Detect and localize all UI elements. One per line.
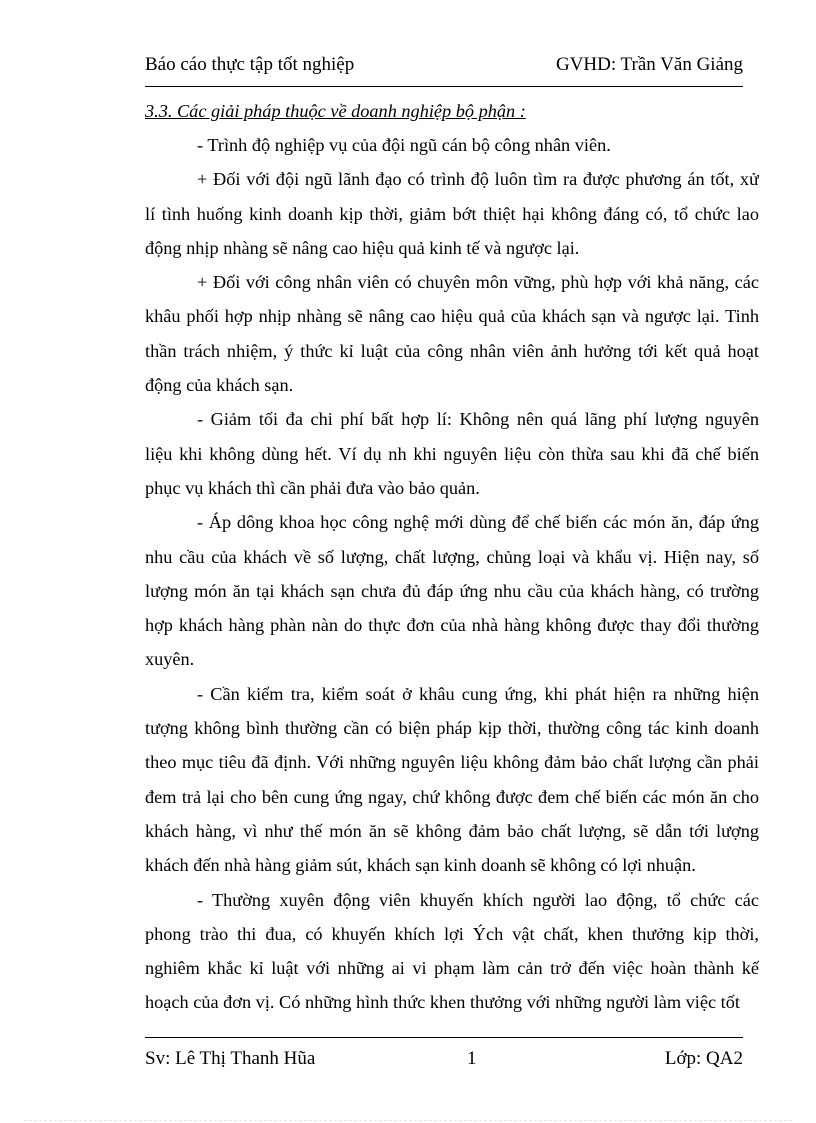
text-line: xuyên. [145,649,195,670]
text-line: động nhịp nhàng sẽ nâng cao hiệu quả kinh tế và ngược lại. [145,237,580,258]
paragraph [145,883,759,1020]
text-line: động của khách sạn. [145,375,294,396]
paragraph [145,128,759,162]
text-line: đem trả lại cho bên cung ứng ngay, chứ không được đem chế biến các món ăn cho [145,786,759,807]
text-line: tượng không bình thường cần có biện pháp kịp thời, thường công tác kinh doanh [145,718,759,739]
paragraph [145,677,759,883]
text-line: lí tình huống kinh doanh kịp thời, giảm bớt thiệt hại không đáng có, tổ chức lao [145,203,759,224]
text-line: theo mục tiêu đã định. Với những nguyên liệu không đảm bảo chất lượng cần phải [145,752,759,773]
header-divider [145,86,743,87]
document-body [145,94,759,1020]
text-line: nhu cầu của khách về số lượng, chất lượng, chủng loại và khẩu vị. Hiện nay, số [145,546,759,567]
text-line: hợp khách hàng phàn nàn do thực đơn của nhà hàng không được thay đổi thường [145,615,759,636]
text-line: hoạch của đơn vị. Có những hình thức khen thưởng với những người làm việc tốt [145,992,740,1013]
class-name: Lớp: QA2 [664,1048,743,1069]
page-break-line [24,1120,792,1121]
text-line: - Trình độ nghiệp vụ của đội ngũ cán bộ công nhân viên. [197,135,611,155]
text-line: - Thường xuyên động viên khuyến khích người lao động, tổ chức các [197,889,759,910]
text-line: - Cần kiểm tra, kiểm soát ở khâu cung ứng, khi phát hiện ra những hiện [197,683,759,704]
paragraph [145,402,759,505]
text-line: phong trào thi đua, có khuyến khích lợi Ých vật chất, khen thưởng kịp thời, [145,923,759,944]
text-line: phục vụ khách thì cần phải đưa vào bảo quản. [145,477,480,498]
paragraph [145,162,759,265]
page-number: 1 [467,1048,477,1069]
page-header [145,50,743,80]
paragraph [145,265,759,402]
text-line: liệu khi không dùng hết. Ví dụ nh khi nguyên liệu còn thừa sau khi đã chế biến [145,443,759,464]
paragraph [145,505,759,676]
text-line: khâu phối hợp nhịp nhàng sẽ nâng cao hiệu quả của khách sạn và ngược lại. Tinh [145,306,759,327]
text-line: khách hàng, vì như thế món ăn sẽ không đảm bảo chất lượng, sẽ dẫn tới lượng [145,820,759,841]
text-line: - Giảm tối đa chi phí bất hợp lí: Không nên quá lãng phí lượng nguyên [197,409,759,430]
text-line: + Đối với công nhân viên có chuyên môn vững, phù hợp với khả năng, các [197,272,759,293]
page-footer [145,1048,743,1078]
footer-divider [145,1037,743,1038]
text-line: nghiêm khắc kỉ luật với những ai vi phạm làm cản trở đến việc hoàn thành kế [145,958,759,979]
text-line: lượng món ăn tại khách sạn chưa đủ đáp ứng nhu cầu của khách hàng, có trường [145,580,759,601]
section-heading: 3.3. Các giải pháp thuộc về doanh nghiệp bộ phận : [145,101,526,121]
text-line: + Đối với đội ngũ lãnh đạo có trình độ luôn tìm ra được phương án tốt, xử [197,169,759,190]
student-name: Sv: Lê Thị Thanh Hũa [145,1048,316,1069]
report-title: Báo cáo thực tập tốt nghiệp [145,54,355,75]
text-line: thần trách nhiệm, ý thức kỉ luật của công nhân viên ảnh hưởng tới kết quả hoạt [145,340,759,361]
advisor-name: GVHD: Trần Văn Giảng [555,54,743,75]
text-line: khách đến nhà hàng giảm sút, khách sạn kinh doanh sẽ không có lợi nhuận. [145,855,696,876]
text-line: - Áp dông khoa học công nghệ mới dùng để chế biến các món ăn, đáp ứng [197,512,759,533]
